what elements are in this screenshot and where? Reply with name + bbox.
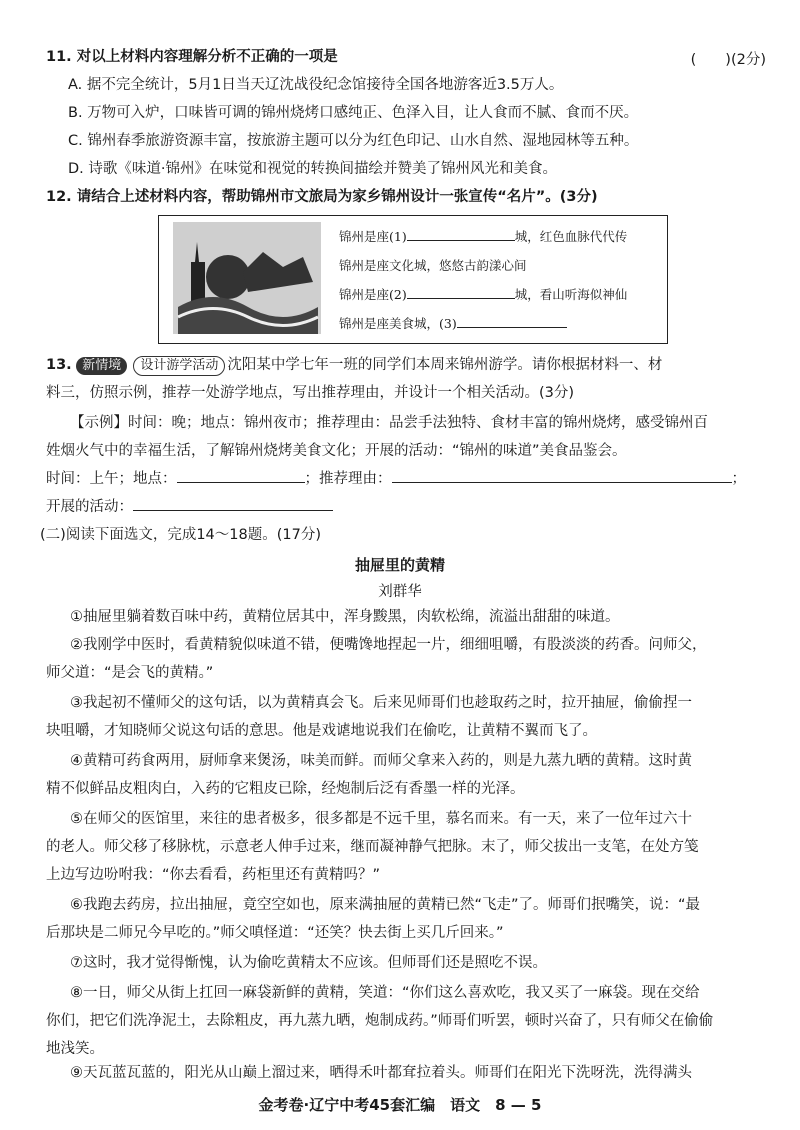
paragraph-cont: 你们，把它们洗净泥土，去除粗皮，再九蒸九晒，炮制成药。”师哥们听罢，顿时兴奋了，只有师父在偷偷 (46, 1013, 714, 1029)
blank-1[interactable] (407, 226, 515, 241)
q11-option-b: B. 万物可入炉，口味皆可调的锦州烧烤口感纯正、色泽入目，让人食而不腻、食而不厌。 (68, 105, 639, 121)
q11-stem: 11. 对以上材料内容理解分析不正确的一项是 (46, 49, 338, 65)
blank-2[interactable] (407, 284, 515, 299)
activity-blank[interactable] (133, 496, 333, 511)
paragraph: ⑧一日，师父从街上扛回一麻袋新鲜的黄精，笑道：“你们这么喜欢吃，我又买了一麻袋。现在交给 (70, 985, 700, 1001)
q13-fill-1: 时间：上午；地点： ；推荐理由： ； (46, 468, 770, 490)
page-footer: 金考卷·辽宁中考45套汇编 语文 8 — 5 (258, 1096, 542, 1114)
q11-option-c: C. 锦州春季旅游资源丰富，按旅游主题可以分为红色印记、山水自然、湿地园林等五种。 (68, 133, 639, 149)
paragraph-cont: 后那块是二师兄今早吃的。”师父嗔怪道：“还笑？快去街上买几斤回来。” (46, 925, 504, 941)
article-author: 刘群华 (378, 584, 422, 600)
reason-blank[interactable] (392, 468, 732, 483)
paragraph-cont: 精不似鲜品皮粗肉白，入药的它粗皮已除，经炮制后泛有香墨一样的光泽。 (46, 781, 525, 797)
card-line-4: 锦州是座美食城，(3) (339, 309, 627, 338)
card-line-3: 锦州是座(2) 城，看山听海似神仙 (339, 280, 627, 309)
paragraph: ⑨天瓦蓝瓦蓝的，阳光从山巅上溜过来，晒得禾叶都耷拉着头。师哥们在阳光下洗呀洗，洗得满头 (70, 1065, 692, 1081)
card-line-1: 锦州是座(1) 城，红色血脉代代传 (339, 222, 627, 251)
paragraph-cont: 师父道：“是会飞的黄精。” (46, 665, 214, 681)
new-context-badge: 新情境 (76, 357, 127, 375)
card-illustration (173, 222, 321, 334)
paragraph: ⑤在师父的医馆里，来往的患者极多，很多都是不远千里，慕名而来。有一天，来了一位年过六十 (70, 811, 692, 827)
section-heading: (二)阅读下面选文，完成14～18题。(17分) (40, 527, 321, 543)
paragraph-cont: 块咀嚼，才知晓师父说这句话的意思。他是戏谑地说我们在偷吃，让黄精不翼而飞了。 (46, 723, 597, 739)
paragraph-cont: 上边写边吩咐我：“你去看看，药柜里还有黄精吗？” (46, 867, 381, 883)
paragraph: ①抽屉里躺着数百味中药，黄精位居其中，浑身黢黑，肉软松绵，流溢出甜甜的味道。 (70, 609, 620, 625)
q11-option-d: D. 诗歌《味道·锦州》在味觉和视觉的转换间描绘并赞美了锦州风光和美食。 (68, 161, 557, 177)
q13-line-2: 料三，仿照示例，推荐一处游学地点，写出推荐理由，并设计一个相关活动。(3分) (46, 385, 575, 401)
paragraph-cont: 的老人。师父移了移脉枕，示意老人伸手过来，继而凝神静气把脉。末了，师父拔出一支笔，在处方笺 (46, 839, 699, 855)
article-title: 抽屉里的黄精 (354, 556, 445, 574)
q11-bracket: ( )(2分) (690, 52, 766, 68)
paragraph: ⑦这时，我才觉得惭愧，认为偷吃黄精太不应该。但师哥们还是照吃不误。 (70, 955, 547, 971)
q13-example-1: 【示例】时间：晚；地点：锦州夜市；推荐理由：品尝手法独特、食材丰富的锦州烧烤，感受锦州百 (70, 415, 708, 431)
blank-3[interactable] (457, 313, 567, 328)
promo-card (158, 215, 668, 344)
q13-example-2: 姓烟火气中的幸福生活，了解锦州烧烤美食文化；开展的活动：“锦州的味道”美食品鉴会。 (46, 443, 627, 459)
city-silhouette-icon (173, 222, 321, 334)
paragraph: ③我起初不懂师父的这句话，以为黄精真会飞。后来见师哥们也趁取药之时，拉开抽屉，偷偷捏一 (70, 695, 692, 711)
q13-fill-2: 开展的活动： (46, 496, 770, 518)
card-text (339, 222, 627, 338)
paragraph: ⑥我跑去药房，拉出抽屉，竟空空如也，原来满抽屉的黄精已然“飞走”了。师哥们抿嘴笑，说：“最 (70, 897, 701, 913)
paragraph: ②我刚学中医时，看黄精貌似味道不错，便嘴馋地捏起一片，细细咀嚼，有股淡淡的药香。问师父， (70, 637, 707, 653)
activity-badge: 设计游学活动 (133, 356, 225, 376)
card-line-2: 锦州是座文化城，悠悠古韵漾心间 (339, 258, 527, 273)
paragraph: ④黄精可药食两用，厨师拿来煲汤，味美而鲜。而师父拿来入药的，则是九蒸九晒的黄精。这时黄 (70, 753, 692, 769)
q11-option-a: A. 据不完全统计，5月1日当天辽沈战役纪念馆接待全国各地游客近3.5万人。 (68, 77, 564, 93)
paragraph-cont: 地浅笑。 (46, 1041, 104, 1057)
q13-line-1: 13. 新情境 设计游学活动 沈阳某中学七年一班的同学们本周来锦州游学。请你根据材料一、材 (46, 354, 770, 376)
q12-stem: 12. 请结合上述材料内容，帮助锦州市文旅局为家乡锦州设计一张宣传“名片”。(3分) (46, 189, 598, 205)
location-blank[interactable] (177, 468, 305, 483)
